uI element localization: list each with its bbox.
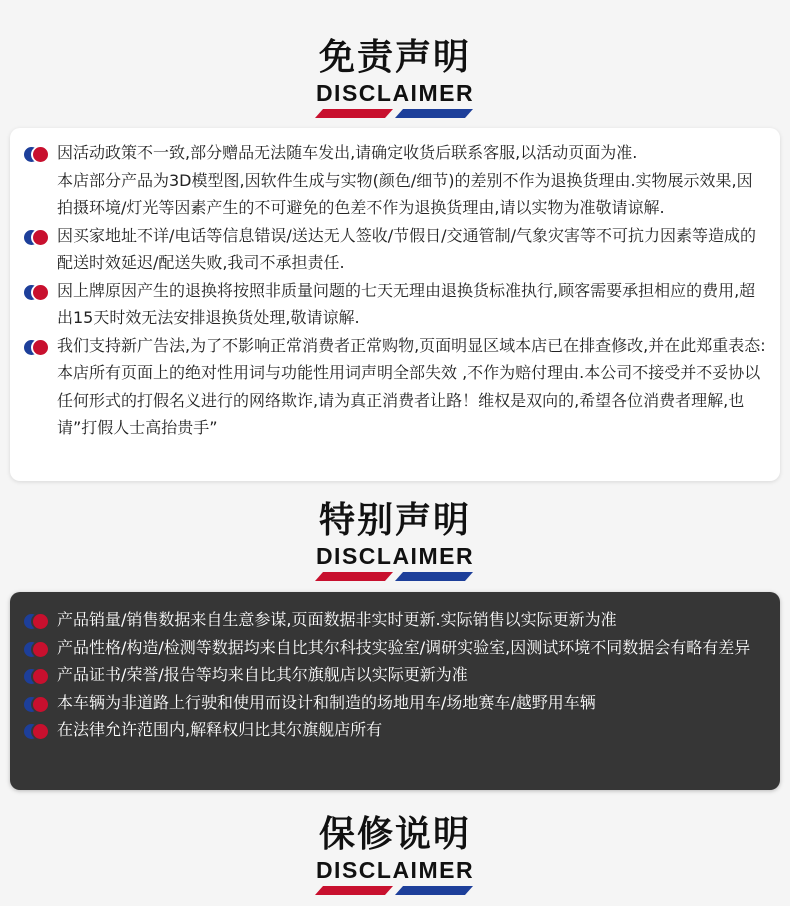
bullet-icon: [24, 697, 50, 712]
item-text: 我们支持新广告法,为了不影响正常消费者正常购物,页面明显区域本店已在排查修改,并在此郑重表态:本店所有页面上的绝对性用词与功能性用词声明全部失效 ,不作为赔付理由.本公司不接受并不妥协以任何形式的打假名义进行的网络欺诈,请为真正消费者让路！维权是双向的,希望各位消费者理解,也请”打假人士高抬贵手”: [57, 335, 766, 437]
item-text: 本车辆为非道路上行驶和使用而设计和制造的场地用车/场地赛车/越野用车辆: [57, 692, 596, 712]
blue-stripe: [395, 572, 473, 581]
heading-stripes: [315, 572, 475, 581]
list-item: [10, 661, 780, 689]
bullet-icon: [24, 724, 50, 739]
heading-stripes: [315, 109, 475, 118]
bullet-icon: [24, 614, 50, 629]
section-subtitle: DISCLAIMER: [315, 543, 475, 569]
list-item: [10, 222, 780, 277]
list-item: [10, 139, 780, 167]
section-subtitle: DISCLAIMER: [315, 80, 475, 106]
section-title: 特别声明: [318, 500, 471, 541]
bullet-icon: [24, 340, 50, 355]
bullet-icon: [24, 642, 50, 657]
list-item: [10, 606, 780, 634]
list-item: [10, 277, 780, 332]
bullet-icon: [24, 147, 50, 162]
item-text: 因上牌原因产生的退换将按照非质量问题的七天无理由退换货标准执行,顾客需要承担相应的费用,超出15天时效无法安排退换货处理,敬请谅解.: [57, 280, 756, 327]
heading-stripes: [315, 886, 475, 895]
list-item: [10, 634, 780, 662]
section-heading-disclaimer: [0, 36, 790, 118]
red-stripe: [315, 109, 393, 118]
red-stripe: [315, 572, 393, 581]
item-text: 产品销量/销售数据来自生意参谋,页面数据非实时更新.实际销售以实际更新为准: [57, 610, 617, 629]
item-text: 在法律允许范围内,解释权归比其尔旗舰店所有: [57, 720, 383, 739]
section-title: 免责声明: [318, 37, 471, 78]
blue-stripe: [395, 886, 473, 895]
item-text: 因活动政策不一致,部分赠品无法随车发出,请确定收货后联系客服,以活动页面为准.: [57, 143, 638, 162]
section-heading-special: [0, 499, 790, 581]
list-item: [10, 332, 780, 442]
list-item: [10, 716, 780, 744]
item-text: 产品性格/构造/检测等数据均来自比其尔科技实验室/调研实验室,因测试环境不同数据会有略有差异: [57, 637, 751, 657]
item-text: 因买家地址不详/电话等信息错误/送达无人签收/节假日/交通管制/气象灾害等不可抗力因素等造成的配送时效延迟/配送失败,我司不承担责任.: [57, 225, 756, 272]
list-item: [10, 689, 780, 717]
item-text: 产品证书/荣誉/报告等均来自比其尔旗舰店以实际更新为准: [57, 665, 468, 684]
section-subtitle: DISCLAIMER: [315, 857, 475, 883]
bullet-icon: [24, 669, 50, 684]
bullet-icon: [24, 230, 50, 245]
item-text: 本店部分产品为3D模型图,因软件生成与实物(颜色/细节)的差别不作为退换货理由.实物展示效果,因拍摄环境/灯光等因素产生的不可避免的色差不作为退换货理由,请以实物为准敬请谅解.: [57, 170, 753, 217]
red-stripe: [315, 886, 393, 895]
section-title: 保修说明: [318, 814, 471, 855]
section-heading-warranty: [0, 813, 790, 895]
list-item: [10, 167, 780, 222]
blue-stripe: [395, 109, 473, 118]
special-card: [10, 592, 780, 790]
bullet-icon: [24, 285, 50, 300]
disclaimer-card: [10, 128, 780, 481]
